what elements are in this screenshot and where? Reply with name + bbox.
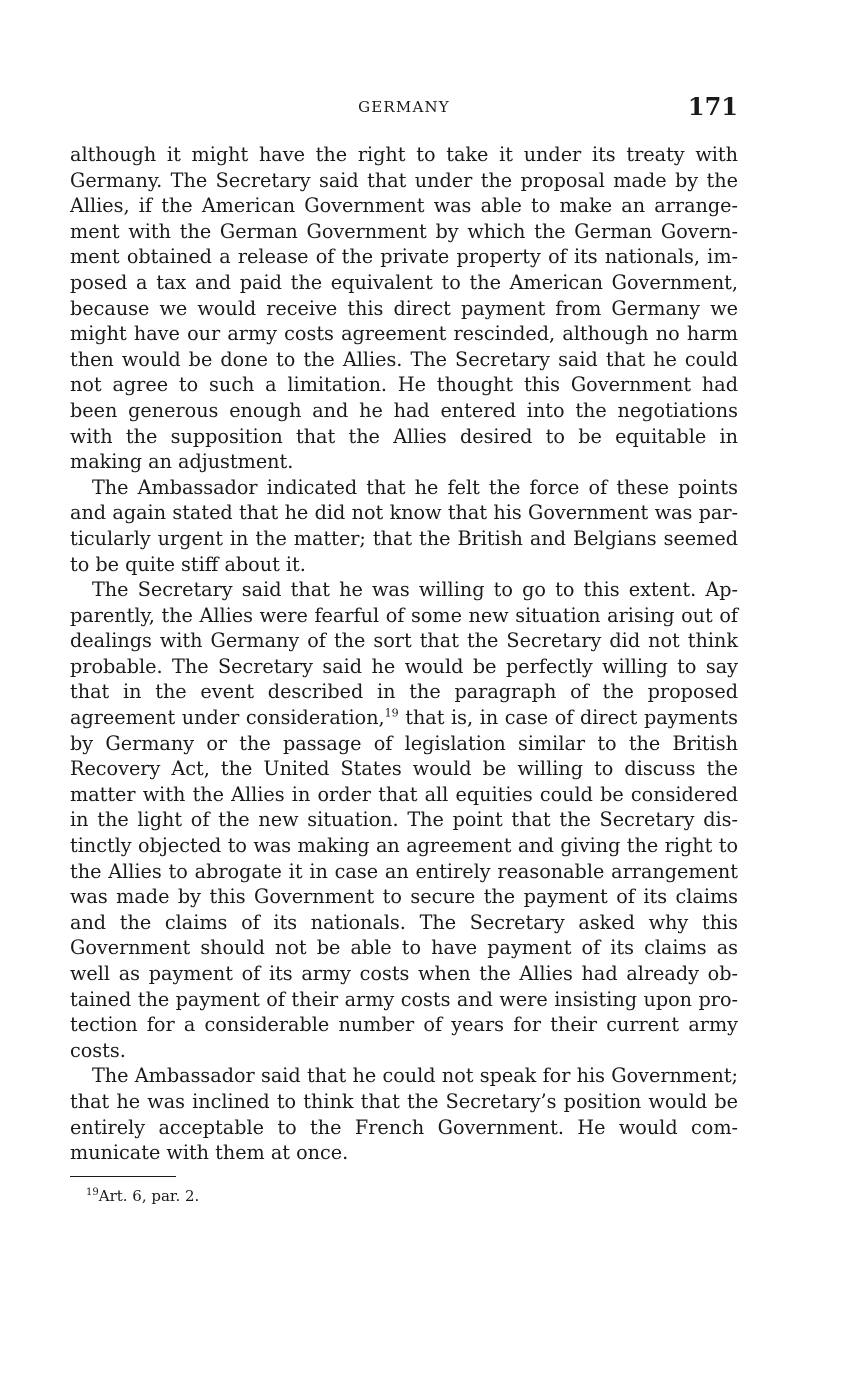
running-head (70, 92, 738, 128)
paragraph-4: The Ambassador said that he could not speak for his Government; that he was inclined to think that the Secretary’s position would be entirely acceptable to the French Government. He would communicate with them at once. (70, 1064, 738, 1165)
paragraph-3-text-a: The Secretary said that he was willing to go to this extent. Apparently, the Allies were fearful of some new situation arising out of dealings with Germany of the sort that the Secretary did not think probable. The Secretary said he would be perfectly willing to say that in the event described in the paragraph of the proposed agreement under consideration, (70, 578, 738, 730)
paragraph-2: The Ambassador indicated that he felt the force of these points and again stated that he did not know that his Government was particularly urgent in the matter; that the British and Belgians seemed to be quite stiff about it. (70, 475, 738, 576)
page (70, 92, 738, 1205)
paragraph-3-text-b: that is, in case of direct payments by Germany or the passage of legislation similar to the British Recovery Act, the United States would be willing to discuss the matter with the Allies in order that all equities could be considered in the light of the new situation. The point that the Secretary distinctly objected to was making an agreement and giving the right to the Allies to abrogate it in case an entirely reasonable arrangement was made by this Government to secure the payment of its claims and the claims of its nationals. The Secretary asked why this Government should not be able to have payment of its claims as well as payment of its army costs when the Allies had already obtained the payment of their army costs and were insisting upon protection for a considerable number of years for their current army costs. (70, 706, 738, 1062)
running-title: GERMANY (358, 98, 450, 116)
footnote-text: Art. 6, par. 2. (98, 1186, 200, 1205)
footnote-divider (70, 1176, 176, 1177)
footnote (86, 1187, 738, 1205)
paragraph-1: although it might have the right to take it under its treaty with Germany. The Secretary said that under the proposal made by the Allies, if the American Government was able to make an arrangement with the German Government by which the German Government obtained a release of the private property of its nationals, imposed a tax and paid the equivalent to the American Government, because we would receive this direct payment from Germany we might have our army costs agreement rescinded, although no harm then would be done to the Allies. The Secretary said that he could not agree to such a limitation. He thought this Government had been generous enough and he had entered into the negotiations with the supposition that the Allies desired to be equitable in making an adjustment. (70, 143, 738, 474)
footnote-reference: 19 (384, 706, 399, 720)
footnote-number: 19 (86, 1186, 99, 1198)
paragraph-3 (70, 577, 738, 1063)
page-number: 171 (687, 92, 738, 121)
body-text (70, 142, 738, 1166)
